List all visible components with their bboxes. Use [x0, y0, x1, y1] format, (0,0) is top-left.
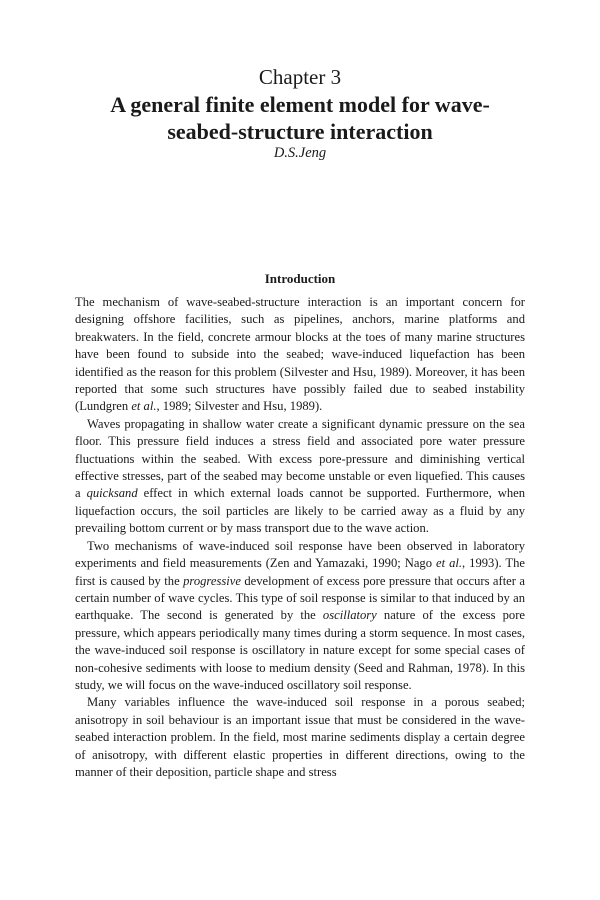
paragraph-3-text-b: , 1993). The first is caused by the [75, 556, 526, 588]
paragraph-1 [75, 294, 525, 416]
paragraph-3-italic-2: progressive [183, 573, 241, 588]
paragraph-1-text: The mechanism of wave-seabed-structure interaction is an important concern for designing offshore facilities, such as pipelines, anchors, marine platforms and breakwaters. In the field, concrete armour blocks at the toes of many marine structures have been found to subside into the seabed; wave-induced liquefaction has been identified as the reason for this problem (Silvester and Hsu, 1989). Moreover, it has been reported that some such structures have possibly failed due to seabed instability (Lundgren [75, 295, 525, 414]
paragraph-4-text: Many variables influence the wave-induced soil response in a porous seabed; anisotropy in soil behaviour is an important issue that must be considered in the wave-seabed interaction problem. In the field, most marine sediments display a certain degree of anisotropy, with different elastic properties in different directions, owing to the manner of their deposition, particle shape and stress [75, 695, 525, 779]
paragraph-2 [75, 416, 525, 538]
paragraph-3-italic-1: et al. [436, 556, 463, 571]
chapter-title: A general finite element model for wave-seabed-structure interaction [110, 92, 490, 144]
paragraph-4 [75, 694, 525, 781]
chapter-number: Chapter 3 [258, 65, 342, 89]
paragraph-1-italic: et al. [131, 399, 157, 414]
paragraph-3-text-c: development of excess pore pressure that occurs after a certain number of wave cycles. This type of soil response is similar to that induced by an earthquake. The second is generated by the [75, 573, 525, 623]
paragraph-3-text-a: Two mechanisms of wave-induced soil response have been observed in laboratory experiments and field measurements (Zen and Yamazaki, 1990; Nago [75, 538, 525, 571]
paragraph-3-text-d: nature of the excess pore pressure, which appears periodically many times during a storm sequence. In most cases, the wave-induced soil response is oscillatory in nature except for some special cases of non-cohesive sediments with loose to medium density (Seed and Rahman, 1978). In this study, we will focus on the wave-induced oscillatory soil response. [75, 608, 525, 692]
paragraph-3 [75, 538, 525, 695]
paragraph-2-text-a: Waves propagating in shallow water create a significant dynamic pressure on the sea floor. This pressure field induces a stress field and associated pore water pressure fluctuations within the seabed. With excess pore-pressure and diminishing vertical effective stresses, part of the seabed may become unstable or even liquefied. This causes a [75, 416, 525, 501]
paragraph-1-end: , 1989; Silvester and Hsu, 1989). [156, 399, 323, 414]
chapter-author: D.S.Jeng [273, 145, 327, 161]
section-heading: Introduction [264, 271, 336, 286]
paragraph-2-italic: quicksand [86, 486, 138, 501]
body-text [75, 294, 525, 781]
paragraph-2-text-b: effect in which external loads cannot be supported. Furthermore, when liquefaction occurs, the soil particles are likely to be carried away as a fluid by any prevailing bottom current or by mass transport due to the wave action. [75, 486, 526, 536]
paragraph-3-italic-3: oscillatory [322, 608, 377, 623]
